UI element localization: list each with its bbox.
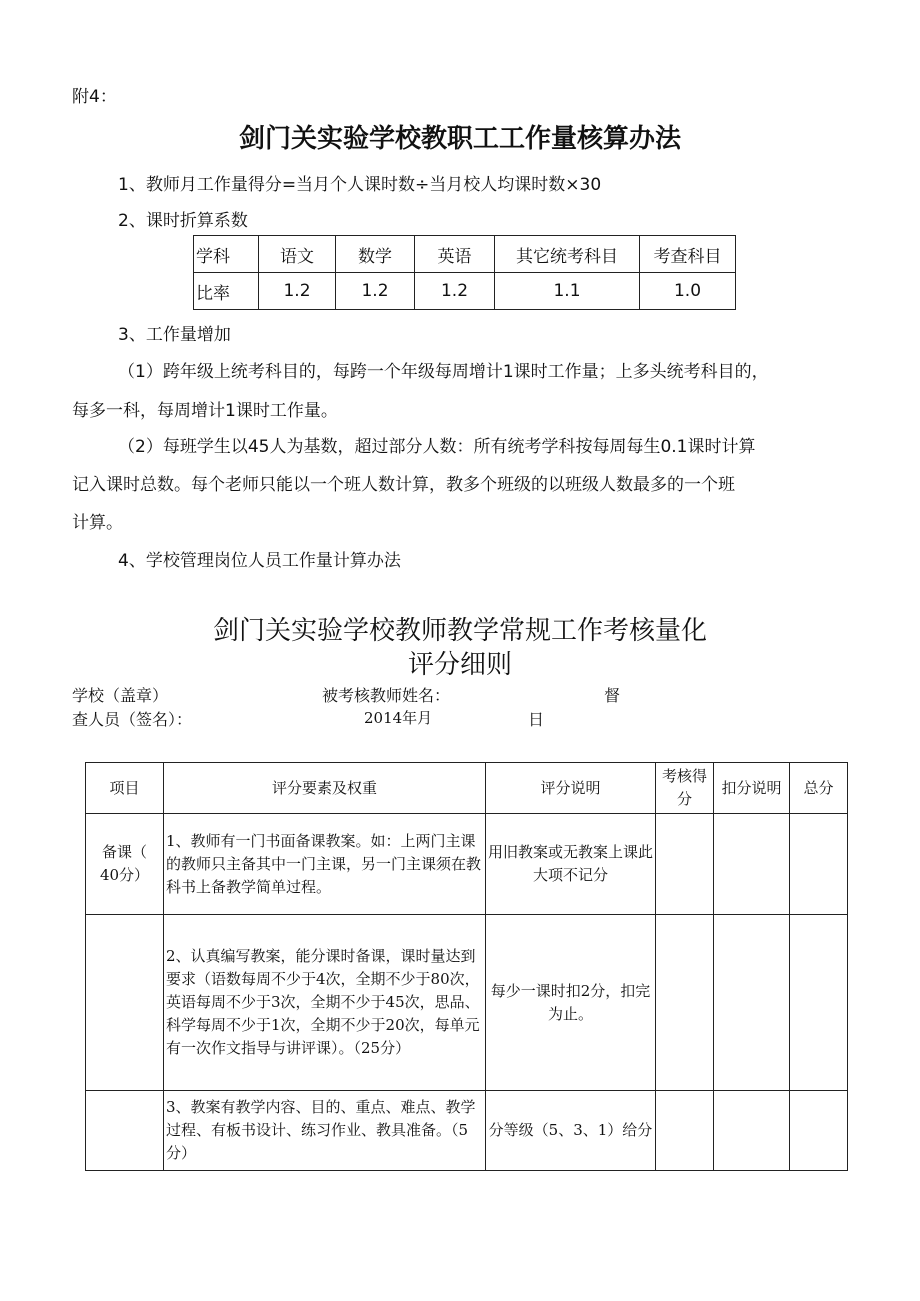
coef-header-cell: 数学 [336,236,415,273]
item-cell [86,814,164,915]
para2-line2: 记入课时总数。每个老师只能以一个班人数计算，教多个班级的以班级人数最多的一个班 [72,475,735,495]
para2-line1: （2）每班学生以45人为基数，超过部分人数：所有统考学科按每周每生0.1课时计算 [118,437,756,457]
header-criteria: 评分要素及权重 [164,763,486,814]
coef-value-row [194,273,736,310]
header-item: 项目 [86,763,164,814]
deduction-cell [714,1091,790,1171]
header-note: 评分说明 [486,763,656,814]
rule-4: 4、学校管理岗位人员工作量计算办法 [118,551,401,571]
meta-supervisor: 督 [604,686,621,705]
rule-3: 3、工作量增加 [118,325,231,345]
rule-1: 1、教师月工作量得分=当月个人课时数÷当月校人均课时数×30 [118,175,602,195]
coef-header-cell: 考查科目 [640,236,736,273]
para1-line1: （1）跨年级上统考科目的，每跨一个年级每周增计1课时工作量；上多头统考科目的， [118,362,769,382]
note-cell: 用旧教案或无教案上课此大项不记分 [486,814,656,915]
score-cell [656,814,714,915]
total-cell [790,915,848,1091]
para1-line2: 每多一科，每周增计1课时工作量。 [72,401,338,421]
coef-value-cell: 1.2 [415,273,495,310]
table-row [86,814,848,915]
coef-value-cell: 1.1 [495,273,640,310]
coefficient-table [193,235,736,310]
header-total: 总分 [790,763,848,814]
total-cell [790,814,848,915]
meta-day: 日 [528,710,545,729]
table-row [86,915,848,1091]
coef-value-cell: 1.0 [640,273,736,310]
criteria-cell: 2、认真编写教案，能分课时备课，课时量达到要求（语数每周不少于4次，全期不少于80次，英语每周不少于3次，全期不少于45次，思品、科学每周不少于1次，全期不少于20次，每单元有一次作文指导与讲评课）。（25分） [164,915,486,1091]
criteria-cell: 1、教师有一门书面备课教案。如：上两门主课的教师只主备其中一门主课，另一门主课须在教科书上备教学简单过程。 [164,814,486,915]
header-deduction: 扣分说明 [714,763,790,814]
appendix-label: 附4： [72,87,117,107]
coef-header-cell: 其它统考科目 [495,236,640,273]
coef-value-cell: 1.2 [336,273,415,310]
score-cell [656,915,714,1091]
coef-header-cell: 语文 [259,236,336,273]
coef-header-row [194,236,736,273]
scoring-table [85,762,848,1171]
note-cell: 分等级（5、3、1）给分 [486,1091,656,1171]
coef-header-cell: 英语 [415,236,495,273]
item-cell [86,915,164,1091]
note-cell: 每少一课时扣2分，扣完为止。 [486,915,656,1091]
deduction-cell [714,915,790,1091]
item-name: 备课（ [101,843,147,861]
item-cell [86,1091,164,1171]
coef-value-cell: 比率 [194,273,259,310]
table-row [86,1091,848,1171]
item-points: 40分） [99,866,150,884]
page-title: 剑门关实验学校教职工工作量核算办法 [238,124,681,154]
deduction-cell [714,814,790,915]
rule-2: 2、课时折算系数 [118,211,248,231]
meta-teacher: 被考核教师姓名： [322,686,451,705]
score-cell [656,1091,714,1171]
para2-line3: 计算。 [72,513,123,533]
scoring-header-row [86,763,848,814]
total-cell [790,1091,848,1171]
coef-value-cell: 1.2 [259,273,336,310]
header-score: 考核得分 [656,763,714,814]
section-title: 剑门关实验学校教师教学常规工作考核量化 [212,616,707,646]
meta-school: 学校（盖章） [72,686,169,705]
criteria-cell: 3、教案有教学内容、目的、重点、难点、教学过程、有板书设计、练习作业、教具准备。（5分） [164,1091,486,1171]
meta-inspector: 查人员（签名）： [72,710,193,729]
meta-date: 2014年月 [364,709,433,727]
section-subtitle: 评分细则 [407,650,512,680]
coef-header-cell: 学科 [194,236,259,273]
